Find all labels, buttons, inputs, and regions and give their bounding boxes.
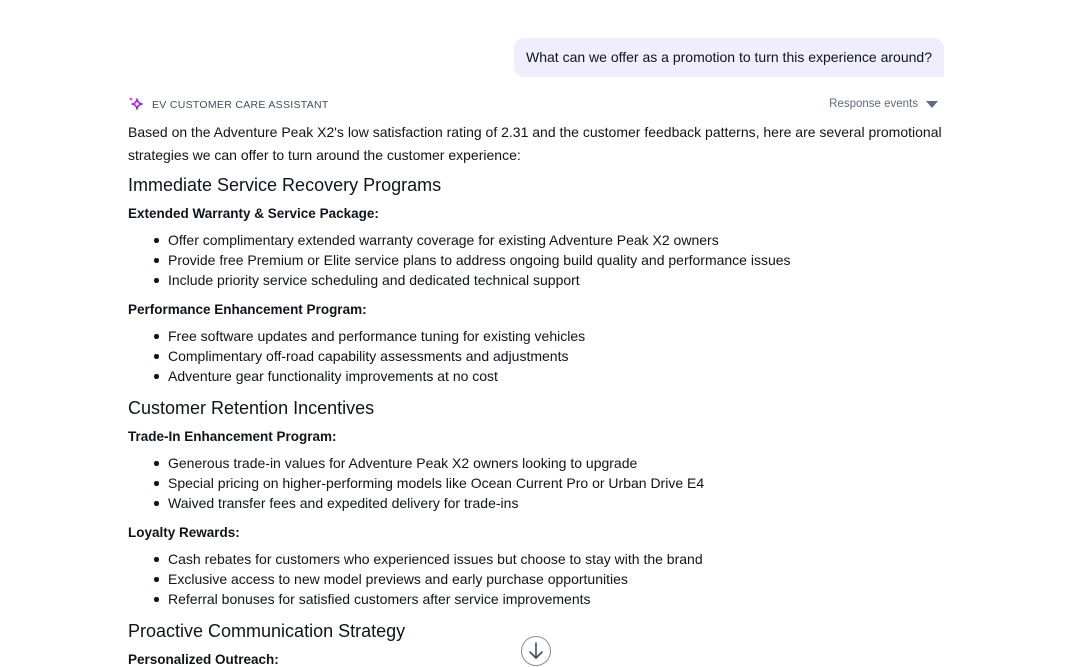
list-item: Waived transfer fees and expedited delivery for trade-ins [152,493,944,513]
list-item: Generous trade-in values for Adventure Peak X2 owners looking to upgrade [152,453,944,473]
list-item: Special pricing on higher-performing models like Ocean Current Pro or Urban Drive E4 [152,473,944,493]
group-heading: Loyalty Rewards: [128,525,240,540]
list-item: Provide free Premium or Elite service plans to address ongoing build quality and performance issues [152,250,944,270]
sparkle-icon [128,96,144,112]
group-heading: Trade-In Enhancement Program: [128,429,337,444]
list-item: Free software updates and performance tuning for existing vehicles [152,326,944,346]
intro-paragraph: Based on the Adventure Peak X2's low satisfaction rating of 2.31 and the customer feedback patterns, here are several promotional strategies we can offer to turn around the customer experience: [128,124,942,163]
list-item: Include priority service scheduling and dedicated technical support [152,270,944,290]
list-item: Exclusive access to new model previews and early purchase opportunities [152,569,944,589]
group-heading: Performance Enhancement Program: [128,302,367,317]
bullet-list [152,453,944,513]
assistant-response-body [128,121,944,667]
list-item: Referral bonuses for satisfied customers after service improvements [152,589,944,609]
bullet-list [152,549,944,609]
section-heading: Customer Retention Incentives [128,398,375,418]
user-message-row [514,38,944,77]
bullet-list [152,230,944,290]
list-item: Cash rebates for customers who experienced issues but choose to stay with the brand [152,549,944,569]
section-heading: Proactive Communication Strategy [128,621,406,641]
list-item: Offer complimentary extended warranty coverage for existing Adventure Peak X2 owners [152,230,944,250]
response-events-toggle[interactable] [829,98,944,110]
assistant-label [128,96,329,112]
list-item: Adventure gear functionality improvements at no cost [152,366,944,386]
section-heading: Immediate Service Recovery Programs [128,175,442,195]
bullet-list [152,326,944,386]
arrow-down-icon [527,641,545,661]
assistant-header [128,95,944,113]
user-message-bubble: What can we offer as a promotion to turn this experience around? [514,38,944,77]
scroll-to-bottom-button[interactable] [521,636,551,666]
group-heading: Extended Warranty & Service Package: [128,206,379,221]
group-heading: Personalized Outreach: [128,652,279,667]
caret-down-icon [926,101,938,108]
assistant-name: EV CUSTOMER CARE ASSISTANT [152,99,329,111]
list-item: Complimentary off-road capability assessments and adjustments [152,346,944,366]
response-events-label: Response events [829,98,918,110]
assistant-message [128,95,944,667]
